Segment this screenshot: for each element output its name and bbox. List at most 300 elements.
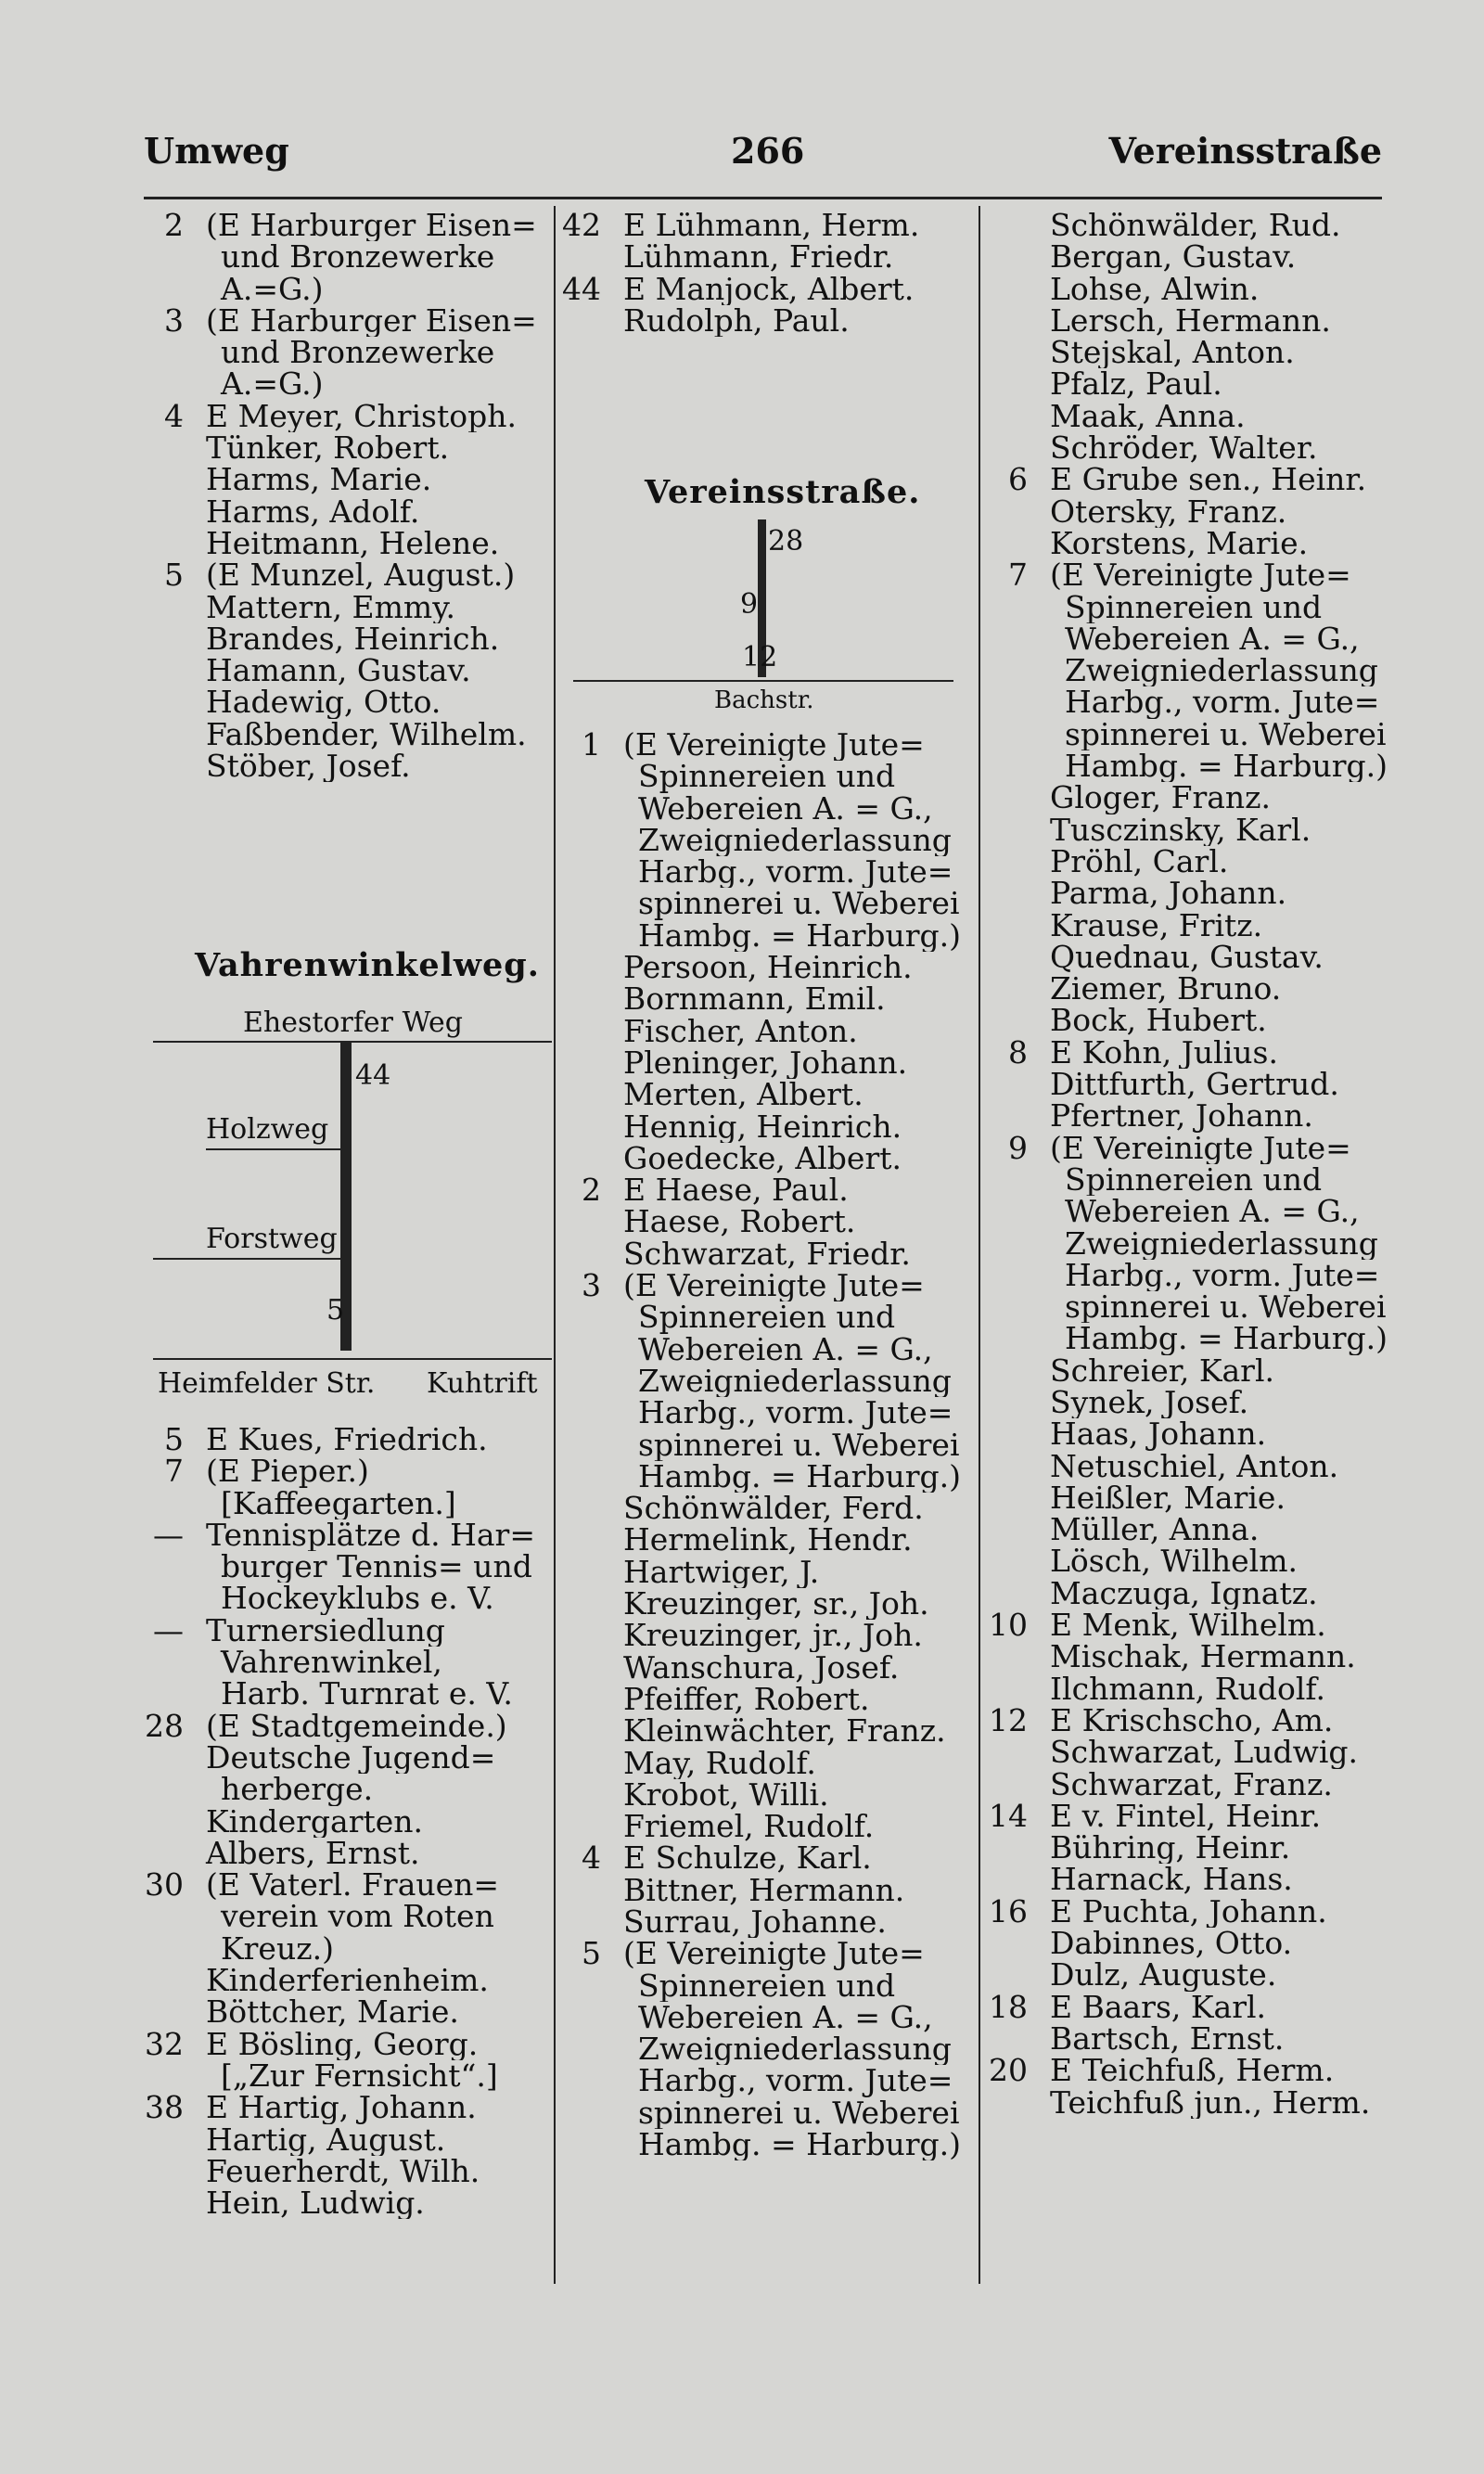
resident-entry: Synek, Josef. — [1050, 1386, 1249, 1419]
list-item — [983, 592, 1391, 623]
list-item — [139, 1869, 552, 1901]
house-number: 12 — [989, 1704, 1028, 1737]
house-number: 7 — [164, 1455, 184, 1488]
list-item — [556, 1397, 974, 1429]
resident-entry: Webereien A. = G., — [1065, 1196, 1360, 1228]
house-number: 32 — [145, 2028, 184, 2060]
resident-entry: Schönwälder, Ferd. — [623, 1493, 924, 1525]
resident-entry: Albers, Ernst. — [206, 1837, 420, 1870]
list-item — [983, 973, 1391, 1005]
list-item — [139, 432, 552, 464]
list-item — [139, 2092, 552, 2123]
list-item — [556, 1143, 974, 1174]
list-item — [139, 1742, 552, 1774]
list-item — [983, 1133, 1391, 1164]
list-item — [556, 1206, 974, 1237]
resident-entry: E v. Fintel, Heinr. — [1050, 1800, 1322, 1833]
list-item — [983, 401, 1391, 432]
list-item — [983, 1673, 1391, 1705]
list-item — [983, 305, 1391, 337]
resident-entry: Goedecke, Albert. — [623, 1142, 902, 1175]
list-item — [139, 2156, 552, 2187]
list-item — [139, 1901, 552, 1932]
header-right: Vereinsstraße — [1108, 130, 1382, 172]
resident-entry: Schröder, Walter. — [1050, 432, 1318, 465]
resident-entry: Krobot, Willi. — [623, 1778, 829, 1812]
list-item — [556, 2097, 974, 2129]
resident-entry: E Kohn, Julius. — [1050, 1036, 1278, 1070]
list-item — [556, 825, 974, 856]
list-item — [983, 1037, 1391, 1069]
bachstr-line — [573, 680, 953, 682]
resident-entry: Tünker, Robert. — [206, 432, 450, 465]
resident-entry: E Puchta, Johann. — [1050, 1895, 1327, 1929]
resident-entry: Kleinwächter, Franz. — [623, 1715, 946, 1748]
holzweg-line — [206, 1148, 340, 1150]
list-item — [139, 1965, 552, 1996]
list-item — [139, 305, 552, 337]
resident-entry: Ilchmann, Rudolf. — [1050, 1673, 1325, 1705]
resident-entry: Spinnereien und — [638, 1969, 896, 2002]
resident-entry: E Meyer, Christoph. — [206, 400, 517, 433]
resident-entry: Kreuzinger, jr., Joh. — [623, 1620, 923, 1652]
list-item — [983, 464, 1391, 495]
resident-entry: A.=G.) — [221, 273, 324, 305]
list-item — [983, 1801, 1391, 1832]
list-item — [983, 1005, 1391, 1036]
resident-entry: Persoon, Heinrich. — [623, 952, 913, 984]
resident-entry: Zweigniederlassung — [1065, 655, 1378, 687]
resident-entry: E Haese, Paul. — [623, 1174, 849, 1207]
resident-entry: Otersky, Franz. — [1050, 495, 1287, 528]
list-item — [983, 750, 1391, 782]
resident-entry: Spinnereien und — [1065, 591, 1323, 623]
resident-entry: (E Pieper.) — [206, 1455, 369, 1488]
resident-entry: Webereien A. = G., — [638, 2001, 933, 2034]
resident-entry: [„Zur Fernsicht“.] — [221, 2059, 498, 2093]
house-number: 3 — [164, 304, 184, 338]
resident-entry: Lohse, Alwin. — [1050, 273, 1260, 305]
list-item — [983, 1959, 1391, 1991]
list-item — [556, 1365, 974, 1397]
resident-entry: May, Rudolf. — [623, 1747, 816, 1779]
resident-entry: Hamann, Gustav. — [206, 655, 471, 687]
column-divider-left — [554, 206, 556, 2284]
house-number-9: 9 — [740, 588, 759, 621]
bachstr-label: Bachstr. — [714, 686, 814, 714]
list-item — [983, 2023, 1391, 2055]
resident-entry: (E Vaterl. Frauen= — [206, 1869, 500, 1902]
resident-entry: Dabinnes, Otto. — [1050, 1928, 1293, 1960]
list-item — [983, 241, 1391, 273]
resident-entry: Spinnereien und — [638, 1301, 896, 1334]
list-item — [556, 1111, 974, 1143]
list-item — [556, 856, 974, 888]
list-item — [556, 1715, 974, 1747]
list-item — [556, 241, 974, 273]
list-item — [556, 305, 974, 337]
list-item — [139, 1551, 552, 1583]
resident-entry: Dulz, Auguste. — [1050, 1959, 1277, 1992]
resident-entry: Harb. Turnrat e. V. — [221, 1678, 513, 1711]
list-item — [139, 464, 552, 495]
resident-entry: Bühring, Heinr. — [1050, 1832, 1291, 1865]
list-item — [556, 729, 974, 761]
forstweg-line — [153, 1258, 340, 1260]
resident-entry: A.=G.) — [221, 368, 324, 401]
list-item — [983, 814, 1391, 846]
list-item — [139, 623, 552, 655]
list-item — [983, 1578, 1391, 1609]
list-item — [983, 1705, 1391, 1737]
list-item — [983, 910, 1391, 942]
resident-entry: (E Vereinigte Jute= — [1050, 559, 1351, 592]
list-item — [983, 846, 1391, 878]
list-item — [983, 1164, 1391, 1196]
list-item — [556, 1588, 974, 1620]
resident-entry: Rudolph, Paul. — [623, 304, 850, 338]
list-item — [983, 1896, 1391, 1928]
resident-entry: Webereien A. = G., — [1065, 622, 1360, 656]
resident-entry: Böttcher, Marie. — [206, 1996, 459, 2029]
list-item — [983, 1737, 1391, 1768]
house-number: 42 — [562, 210, 601, 242]
resident-entry: Lersch, Hermann. — [1050, 304, 1331, 338]
resident-entry: Schwarzat, Franz. — [1050, 1768, 1333, 1801]
resident-entry: Spinnereien und — [638, 761, 896, 793]
resident-entry: Kreuz.) — [221, 1932, 334, 1966]
list-item — [556, 2033, 974, 2065]
list-item — [556, 1811, 974, 1842]
list-item — [983, 1069, 1391, 1100]
resident-entry: Quednau, Gustav. — [1050, 941, 1324, 974]
list-item — [983, 1609, 1391, 1641]
resident-entry: E Lühmann, Herm. — [623, 210, 920, 242]
resident-entry: Tennisplätze d. Har= — [206, 1519, 535, 1552]
list-item — [556, 1334, 974, 1365]
resident-entry: Zweigniederlassung — [638, 2033, 952, 2066]
list-item — [556, 274, 974, 305]
resident-entry: Surrau, Johanne. — [623, 1905, 887, 1939]
holzweg-label: Holzweg — [206, 1113, 329, 1146]
list-item — [983, 1514, 1391, 1545]
resident-entry: Kinderferienheim. — [206, 1965, 489, 1997]
house-number: 7 — [1008, 559, 1028, 592]
resident-entry: Hartwiger, J. — [623, 1556, 820, 1589]
resident-entry: Korstens, Marie. — [1050, 527, 1309, 560]
resident-entry: Brandes, Heinrich. — [206, 622, 500, 656]
list-item — [139, 1806, 552, 1838]
list-item — [139, 655, 552, 686]
resident-entry: spinnerei u. Weberei — [638, 1429, 960, 1461]
resident-entry: spinnerei u. Weberei — [638, 888, 960, 920]
list-item — [556, 761, 974, 792]
resident-entry: (E Vereinigte Jute= — [623, 729, 925, 762]
resident-entry: Kindergarten. — [206, 1805, 423, 1838]
resident-entry: Spinnereien und — [1065, 1163, 1323, 1197]
house-number: 20 — [989, 2055, 1028, 2087]
list-item — [139, 368, 552, 400]
list-item — [139, 1711, 552, 1742]
resident-entry: burger Tennis= und — [221, 1551, 532, 1583]
list-item — [139, 210, 552, 241]
resident-entry: Lühmann, Friedr. — [623, 241, 894, 274]
list-item — [983, 1545, 1391, 1577]
list-item — [139, 274, 552, 305]
list-item — [983, 1323, 1391, 1354]
house-number: 38 — [145, 2092, 184, 2124]
resident-entry: Hambg. = Harburg.) — [638, 1460, 961, 1493]
list-item — [556, 1524, 974, 1556]
list-item — [139, 592, 552, 623]
resident-entry: Schönwälder, Rud. — [1050, 210, 1341, 242]
list-item — [556, 793, 974, 825]
resident-entry: E Schulze, Karl. — [623, 1842, 872, 1875]
list-item — [983, 655, 1391, 686]
resident-entry: E Kues, Friedrich. — [206, 1424, 488, 1456]
resident-entry: (E Harburger Eisen= — [206, 210, 537, 242]
resident-entry: Hermelink, Hendr. — [623, 1524, 913, 1557]
house-number: 2 — [164, 210, 184, 242]
resident-entry: Pfertner, Johann. — [1050, 1100, 1313, 1133]
list-item — [556, 1620, 974, 1651]
heimfelder-str-label: Heimfelder Str. — [158, 1367, 376, 1400]
resident-entry: Schreier, Karl. — [1050, 1354, 1275, 1387]
list-item — [983, 878, 1391, 909]
resident-entry: Pleninger, Johann. — [623, 1046, 908, 1080]
resident-entry: Fischer, Anton. — [623, 1015, 858, 1047]
list-item — [556, 1652, 974, 1684]
list-item — [556, 952, 974, 983]
list-item — [983, 1482, 1391, 1514]
house-number: 30 — [145, 1869, 184, 1902]
list-item — [983, 1418, 1391, 1450]
resident-entry: Stöber, Josef. — [206, 750, 411, 783]
list-item — [556, 1842, 974, 1874]
house-number: 44 — [562, 273, 601, 305]
house-number: 14 — [989, 1800, 1028, 1833]
resident-entry: (E Vereinigte Jute= — [623, 1270, 925, 1302]
list-item — [139, 528, 552, 559]
resident-entry: Harbg., vorm. Jute= — [1065, 686, 1380, 719]
resident-entry: Deutsche Jugend= — [206, 1741, 496, 1775]
resident-entry: Webereien A. = G., — [638, 1333, 933, 1365]
list-item — [983, 274, 1391, 305]
resident-entry: (E Harburger Eisen= — [206, 304, 537, 338]
list-item — [556, 2002, 974, 2033]
house-number: 4 — [164, 400, 184, 433]
resident-entry: Vahrenwinkel, — [221, 1647, 442, 1679]
resident-entry: Gloger, Franz. — [1050, 782, 1272, 814]
resident-entry: E Manjock, Albert. — [623, 273, 915, 305]
list-item — [983, 623, 1391, 655]
list-item — [556, 888, 974, 919]
resident-entry: Harnack, Hans. — [1050, 1864, 1293, 1896]
list-item — [983, 1992, 1391, 2023]
resident-entry: Harbg., vorm. Jute= — [638, 2065, 953, 2097]
resident-entry: E Menk, Wilhelm. — [1050, 1609, 1326, 1642]
list-item — [983, 368, 1391, 400]
list-item — [983, 1228, 1391, 1260]
house-number: 18 — [989, 1991, 1028, 2023]
resident-entry: Mattern, Emmy. — [206, 591, 455, 623]
kuhtrift-label: Kuhtrift — [427, 1367, 538, 1400]
house-number: — — [153, 1614, 184, 1647]
list-item — [556, 1174, 974, 1206]
house-number: 2 — [582, 1174, 601, 1207]
resident-entry: E Hartig, Johann. — [206, 2092, 477, 2124]
list-item — [556, 1238, 974, 1270]
list-item — [556, 1684, 974, 1715]
house-number: 8 — [1008, 1036, 1028, 1070]
list-item — [556, 983, 974, 1015]
resident-entry: Hambg. = Harburg.) — [1065, 1323, 1388, 1355]
resident-entry: Pfeiffer, Robert. — [623, 1683, 870, 1716]
house-number-12: 12 — [742, 641, 778, 673]
list-item — [139, 1774, 552, 1805]
list-item — [139, 241, 552, 273]
column-3 — [983, 210, 1391, 2119]
header-left: Umweg — [144, 130, 289, 172]
list-item — [139, 1583, 552, 1614]
resident-entry: Teichfuß jun., Herm. — [1050, 2086, 1371, 2119]
list-item — [139, 686, 552, 718]
list-item — [983, 496, 1391, 528]
resident-entry: verein vom Roten — [221, 1901, 494, 1933]
column-2-bottom — [556, 729, 974, 2160]
resident-entry: spinnerei u. Weberei — [1065, 718, 1387, 751]
house-number: 1 — [582, 729, 601, 762]
list-item — [556, 210, 974, 241]
resident-entry: Pfalz, Paul. — [1050, 368, 1222, 401]
resident-entry: Merten, Albert. — [623, 1079, 864, 1111]
list-item — [139, 2029, 552, 2060]
list-item — [983, 1387, 1391, 1418]
header-rule — [144, 197, 1382, 199]
resident-entry: E Krischscho, Am. — [1050, 1704, 1334, 1737]
list-item — [983, 719, 1391, 750]
list-item — [139, 750, 552, 782]
list-item — [139, 1647, 552, 1678]
list-item — [983, 1864, 1391, 1895]
house-number: 6 — [1008, 464, 1028, 496]
list-item — [139, 2124, 552, 2156]
resident-entry: [Kaffeegarten.] — [221, 1487, 456, 1519]
list-item — [983, 1196, 1391, 1227]
resident-entry: Hockeyklubs e. V. — [221, 1583, 494, 1615]
list-item — [556, 1429, 974, 1461]
resident-entry: Harbg., vorm. Jute= — [638, 856, 953, 889]
vahrenwinkelweg-title: Vahrenwinkelweg. — [195, 946, 540, 984]
forstweg-label: Forstweg — [206, 1223, 338, 1255]
resident-entry: Bartsch, Ernst. — [1050, 2022, 1285, 2056]
resident-entry: Hennig, Heinrich. — [623, 1110, 902, 1143]
resident-entry: (E Munzel, August.) — [206, 559, 516, 592]
list-item — [139, 2187, 552, 2219]
list-item — [983, 782, 1391, 814]
resident-entry: Bornmann, Emil. — [623, 983, 886, 1016]
resident-entry: Maak, Anna. — [1050, 400, 1246, 433]
resident-entry: Pröhl, Carl. — [1050, 845, 1229, 878]
list-item — [139, 401, 552, 432]
resident-entry: Hambg. = Harburg.) — [1065, 750, 1388, 783]
house-number: 4 — [582, 1842, 601, 1875]
list-item — [983, 337, 1391, 368]
house-number: 16 — [989, 1895, 1028, 1929]
resident-entry: Hartig, August. — [206, 2123, 446, 2156]
list-item — [983, 942, 1391, 973]
list-item — [139, 1838, 552, 1869]
resident-entry: Friemel, Rudolf. — [623, 1811, 875, 1843]
list-item — [139, 1678, 552, 1710]
resident-entry: (E Vereinigte Jute= — [623, 1938, 925, 1970]
list-item — [556, 1079, 974, 1110]
ehestorfer-weg-label: Ehestorfer Weg — [243, 1006, 463, 1039]
list-item — [983, 2087, 1391, 2119]
resident-entry: Müller, Anna. — [1050, 1514, 1260, 1546]
list-item — [139, 496, 552, 528]
list-item — [556, 2129, 974, 2160]
resident-entry: Lösch, Wilhelm. — [1050, 1545, 1298, 1578]
house-number: 9 — [1008, 1132, 1028, 1164]
resident-entry: und Bronzewerke — [221, 337, 495, 369]
resident-entry: Harms, Marie. — [206, 464, 432, 496]
list-item — [139, 1933, 552, 1965]
column-1-bottom — [139, 1424, 552, 2219]
list-item — [139, 1615, 552, 1647]
house-number: 28 — [145, 1710, 184, 1742]
resident-entry: Krause, Fritz. — [1050, 909, 1263, 942]
list-item — [139, 719, 552, 750]
house-number: — — [153, 1519, 184, 1552]
list-item — [983, 1769, 1391, 1801]
resident-entry: Maczuga, Ignatz. — [1050, 1577, 1318, 1610]
resident-entry: Haas, Johann. — [1050, 1418, 1267, 1451]
resident-entry: Hein, Ludwig. — [206, 2187, 425, 2220]
list-item — [983, 2055, 1391, 2086]
resident-entry: Zweigniederlassung — [1065, 1227, 1378, 1260]
list-item — [556, 1970, 974, 2002]
list-item — [556, 2065, 974, 2096]
list-item — [983, 1260, 1391, 1291]
resident-entry: Haese, Robert. — [623, 1206, 856, 1238]
resident-entry: Harms, Adolf. — [206, 495, 420, 528]
ehestorfer-weg-line — [153, 1041, 552, 1043]
list-item — [556, 1557, 974, 1588]
house-number-5: 5 — [326, 1294, 345, 1327]
list-item — [983, 528, 1391, 559]
resident-entry: spinnerei u. Weberei — [1065, 1291, 1387, 1324]
resident-entry: Heitmann, Helene. — [206, 527, 500, 560]
list-item — [556, 1016, 974, 1047]
resident-entry: Faßbender, Wilhelm. — [206, 718, 527, 751]
list-item — [139, 1519, 552, 1551]
list-item — [983, 1291, 1391, 1323]
list-item — [139, 1488, 552, 1519]
resident-entry: Wanschura, Josef. — [623, 1651, 900, 1684]
list-item — [556, 1047, 974, 1079]
house-number-28: 28 — [768, 525, 804, 558]
resident-entry: Bergan, Gustav. — [1050, 241, 1297, 274]
resident-entry: Mischak, Hermann. — [1050, 1641, 1356, 1673]
list-item — [556, 920, 974, 952]
list-item — [983, 1832, 1391, 1864]
list-item — [983, 1641, 1391, 1673]
resident-entry: Schwarzat, Friedr. — [623, 1237, 911, 1271]
resident-entry: Zweigniederlassung — [638, 1365, 952, 1398]
resident-entry: Bock, Hubert. — [1050, 1005, 1267, 1037]
resident-entry: Webereien A. = G., — [638, 792, 933, 825]
